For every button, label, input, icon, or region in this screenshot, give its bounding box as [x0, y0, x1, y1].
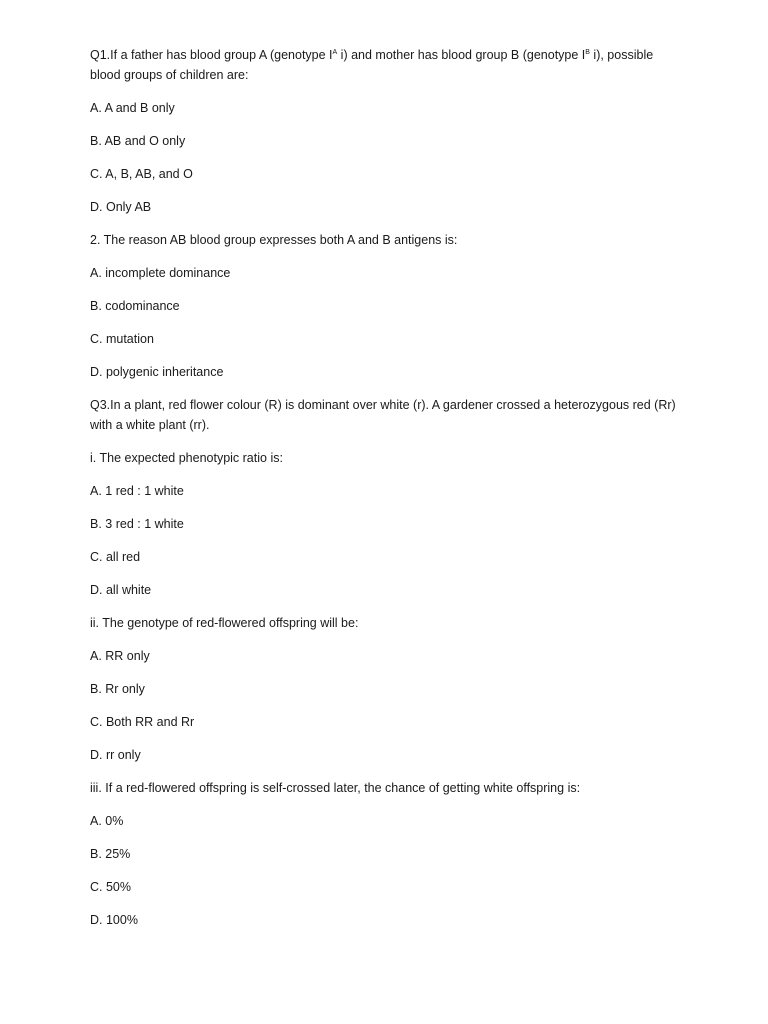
q1-superscript-b: B: [585, 49, 590, 56]
q3-i-option-c: C. all red: [90, 550, 141, 564]
q1-stem-part2: i) and mother has blood group B (genotype I: [337, 48, 586, 62]
q3-ii-option-b: B. Rr only: [90, 682, 145, 696]
q2-option-b: B. codominance: [90, 299, 180, 313]
q2-option-a: A. incomplete dominance: [90, 266, 231, 280]
q3-iii-option-c: C. 50%: [90, 880, 131, 894]
q3-ii-stem: ii. The genotype of red-flowered offspring will be:: [90, 616, 359, 630]
q3-i-option-a: A. 1 red : 1 white: [90, 484, 184, 498]
q1-stem-part3: i), possible blood groups of children are:: [90, 48, 654, 82]
document-page: [90, 45, 680, 943]
q3-ii-option-a: A. RR only: [90, 649, 150, 663]
q3-i-option-b: B. 3 red : 1 white: [90, 517, 184, 531]
q3-i-option-d: D. all white: [90, 583, 152, 597]
q1-superscript-a: A: [332, 49, 338, 56]
q2-option-c: C. mutation: [90, 332, 154, 346]
q1-option-c: C. A, B, AB, and O: [90, 167, 193, 181]
q1-option-b: B. AB and O only: [90, 134, 186, 148]
q3-iii-option-a: A. 0%: [90, 814, 124, 828]
q3-stem: Q3.In a plant, red flower colour (R) is dominant over white (r). A gardener crossed a heterozygous red (Rr) with a white plant (rr).: [90, 398, 676, 432]
q1-option-d: D. Only AB: [90, 200, 152, 214]
q3-ii-option-d: D. rr only: [90, 748, 141, 762]
q3-iii-option-d: D. 100%: [90, 913, 138, 927]
q3-ii-option-c: C. Both RR and Rr: [90, 715, 195, 729]
q2-stem: 2. The reason AB blood group expresses both A and B antigens is:: [90, 233, 458, 247]
q3-i-stem: i. The expected phenotypic ratio is:: [90, 451, 283, 465]
q3-iii-stem: iii. If a red-flowered offspring is self-crossed later, the chance of getting white offspring is:: [90, 781, 581, 795]
q1-stem: [90, 45, 680, 85]
q1-option-a: A. A and B only: [90, 101, 175, 115]
q1-stem-part1: Q1.If a father has blood group A (genotype I: [90, 48, 333, 62]
q3-iii-option-b: B. 25%: [90, 847, 131, 861]
q2-option-d: D. polygenic inheritance: [90, 365, 224, 379]
